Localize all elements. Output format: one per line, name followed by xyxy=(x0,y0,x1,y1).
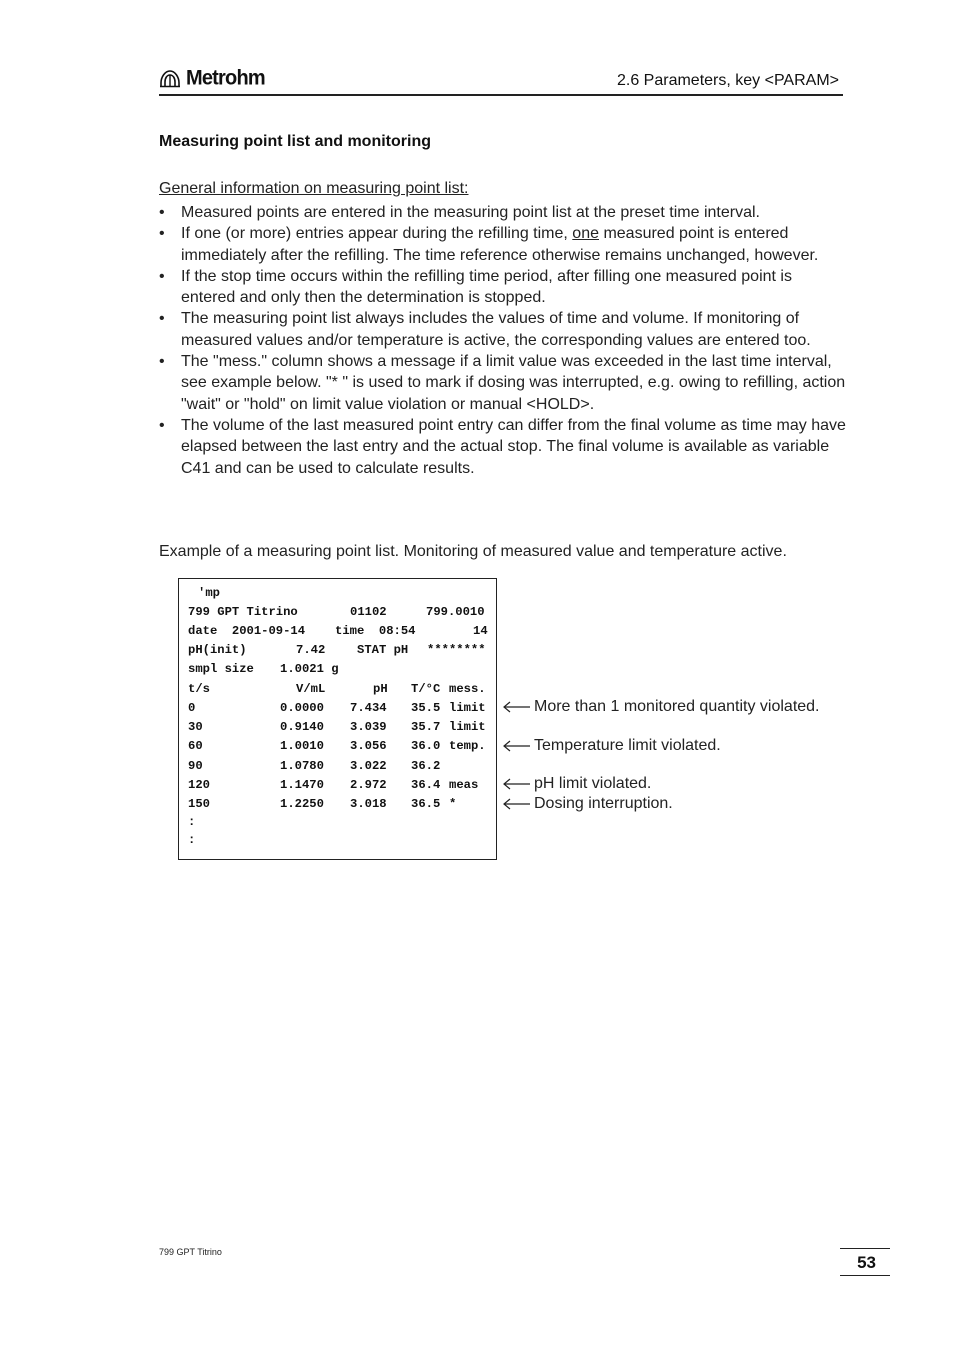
arrow-left-icon xyxy=(502,701,530,713)
annotation-text: pH limit violated. xyxy=(534,775,652,792)
mp-cell: T/°C xyxy=(411,682,441,696)
page-number: 53 xyxy=(857,1253,876,1272)
metrohm-logo-icon xyxy=(159,68,181,90)
bullet-dot-icon: • xyxy=(159,267,165,285)
logo-text: Metrohm xyxy=(186,66,265,90)
mp-list-line xyxy=(179,794,498,813)
mp-list-line xyxy=(179,717,498,736)
mp-list-line xyxy=(179,679,498,698)
mp-cell: STAT pH xyxy=(357,643,409,657)
mp-cell: * xyxy=(449,797,457,811)
mp-list-line xyxy=(179,698,498,717)
mp-cell: mess. xyxy=(449,682,486,696)
mp-cell: 90 xyxy=(188,759,203,773)
bullet-text-underlined: one xyxy=(572,225,599,243)
mp-cell: 36.4 xyxy=(411,778,441,792)
mp-cell: 799.0010 xyxy=(426,605,485,619)
annotation-text: More than 1 monitored quantity violated. xyxy=(534,698,820,715)
mp-cell: : xyxy=(188,833,196,847)
mp-list-line xyxy=(179,775,498,794)
annotation xyxy=(502,697,820,717)
mp-list-line xyxy=(179,756,498,775)
mp-cell: 0 xyxy=(188,701,196,715)
mp-cell: 3.018 xyxy=(350,797,387,811)
mp-cell: limit xyxy=(449,701,486,715)
mp-list-line xyxy=(179,830,498,849)
example-caption: Example of a measuring point list. Monitoring of measured value and temperature active. xyxy=(159,543,787,560)
mp-cell: 2.972 xyxy=(350,778,387,792)
mp-list-line xyxy=(179,621,498,640)
bullet-dot-icon: • xyxy=(159,353,165,371)
mp-cell: 1.1470 xyxy=(280,778,324,792)
mp-cell: date 2001-09-14 xyxy=(188,624,306,638)
bullet-text: The measuring point list always includes the values of time and volume. If monitoring of measured values and/or temperature is active, the corresponding values are entered too. xyxy=(181,310,811,349)
annotation xyxy=(502,736,721,756)
mp-list-line xyxy=(179,659,498,678)
annotation-text: Temperature limit violated. xyxy=(534,737,721,754)
arrow-left-icon xyxy=(502,798,530,810)
bullet-item xyxy=(159,266,849,309)
mp-cell: 799 GPT Titrino xyxy=(188,605,298,619)
mp-cell: pH(init) xyxy=(188,643,247,657)
mp-cell: time 08:54 xyxy=(335,624,416,638)
mp-cell: 36.5 xyxy=(411,797,441,811)
mp-cell: 36.2 xyxy=(411,759,441,773)
mp-list-line xyxy=(179,583,498,602)
measuring-point-list xyxy=(178,578,497,860)
mp-cell: ******** xyxy=(427,643,486,657)
mp-cell: 30 xyxy=(188,720,203,734)
mp-cell: 36.0 xyxy=(411,739,441,753)
mp-list-line xyxy=(179,602,498,621)
mp-cell: 7.42 xyxy=(296,643,326,657)
mp-cell: limit xyxy=(449,720,486,734)
mp-cell: temp. xyxy=(449,739,486,753)
mp-cell: 35.7 xyxy=(411,720,441,734)
annotation xyxy=(502,774,651,794)
mp-cell: 3.056 xyxy=(350,739,387,753)
section-reference: 2.6 Parameters, key <PARAM> xyxy=(616,72,839,89)
mp-cell: pH xyxy=(373,682,388,696)
annotation xyxy=(502,794,673,814)
mp-cell: 14 xyxy=(473,624,488,638)
annotation-text: Dosing interruption. xyxy=(534,795,673,812)
mp-cell: 7.434 xyxy=(350,701,387,715)
bullet-text: The volume of the last measured point entry can differ from the final volume as time may have elapsed between the last entry and the actual stop. The final volume is available as variable C41 and can be used to calculate results. xyxy=(181,416,846,477)
bullet-item xyxy=(159,415,849,479)
mp-cell: meas xyxy=(449,778,479,792)
mp-cell: 1.2250 xyxy=(280,797,324,811)
intro-heading: General information on measuring point list: xyxy=(159,180,469,197)
mp-cell: 1.0010 xyxy=(280,739,324,753)
bullet-text-post: measured point is entered immediately after the refilling. The time reference otherwise remains unchanged, however. xyxy=(181,225,819,264)
bullet-dot-icon: • xyxy=(159,204,165,221)
bullet-dot-icon: • xyxy=(159,225,165,243)
page-number-box xyxy=(840,1248,890,1276)
mp-cell: 0.9140 xyxy=(280,720,324,734)
mp-cell: : xyxy=(188,815,196,829)
bullet-item xyxy=(159,223,849,266)
mp-cell: 3.022 xyxy=(350,759,387,773)
bullet-dot-icon: • xyxy=(159,310,165,328)
arrow-left-icon xyxy=(502,778,530,790)
bullet-text: If the stop time occurs within the refilling time period, after filling one measured point is entered and only then the determination is stopped. xyxy=(181,267,792,307)
mp-cell: 1.0021 g xyxy=(280,662,339,676)
mp-cell: 35.5 xyxy=(411,701,441,715)
mp-cell: smpl size xyxy=(188,662,254,676)
bullet-list xyxy=(159,202,849,479)
bullet-text-pre: If one (or more) entries appear during the refilling time, xyxy=(181,225,573,243)
mp-cell: 60 xyxy=(188,739,203,753)
mp-list-line xyxy=(179,736,498,755)
mp-cell: 3.039 xyxy=(350,720,387,734)
arrow-left-icon xyxy=(502,740,530,752)
mp-cell: 0.0000 xyxy=(280,701,324,715)
mp-list-line xyxy=(179,640,498,659)
bullet-dot-icon: • xyxy=(159,416,165,434)
mp-cell: 150 xyxy=(188,797,210,811)
section-title: Measuring point list and monitoring xyxy=(159,133,431,150)
bullet-text: The "mess." column shows a message if a limit value was exceeded in the last time interval, see example below. "* " is used to mark if dosing was interrupted, e.g. owing to refilling, action "wait" or "hold" on limit value violation or manual <HOLD>. xyxy=(181,353,846,413)
bullet-item xyxy=(159,351,849,415)
mp-list-line xyxy=(179,812,498,831)
metrohm-logo xyxy=(159,67,265,90)
bullet-item xyxy=(159,308,849,351)
mp-cell: 1.0780 xyxy=(280,759,324,773)
mp-cell: 120 xyxy=(188,778,210,792)
mp-cell: 01102 xyxy=(350,605,387,619)
footer-product-name: 799 GPT Titrino xyxy=(159,1247,222,1257)
page-header xyxy=(159,64,843,96)
bullet-text: Measured points are entered in the measuring point list at the preset time interval. xyxy=(181,204,760,221)
mp-cell: 'mp xyxy=(198,586,220,600)
bullet-item xyxy=(159,202,849,223)
mp-cell: t/s xyxy=(188,682,210,696)
mp-cell: V/mL xyxy=(296,682,326,696)
